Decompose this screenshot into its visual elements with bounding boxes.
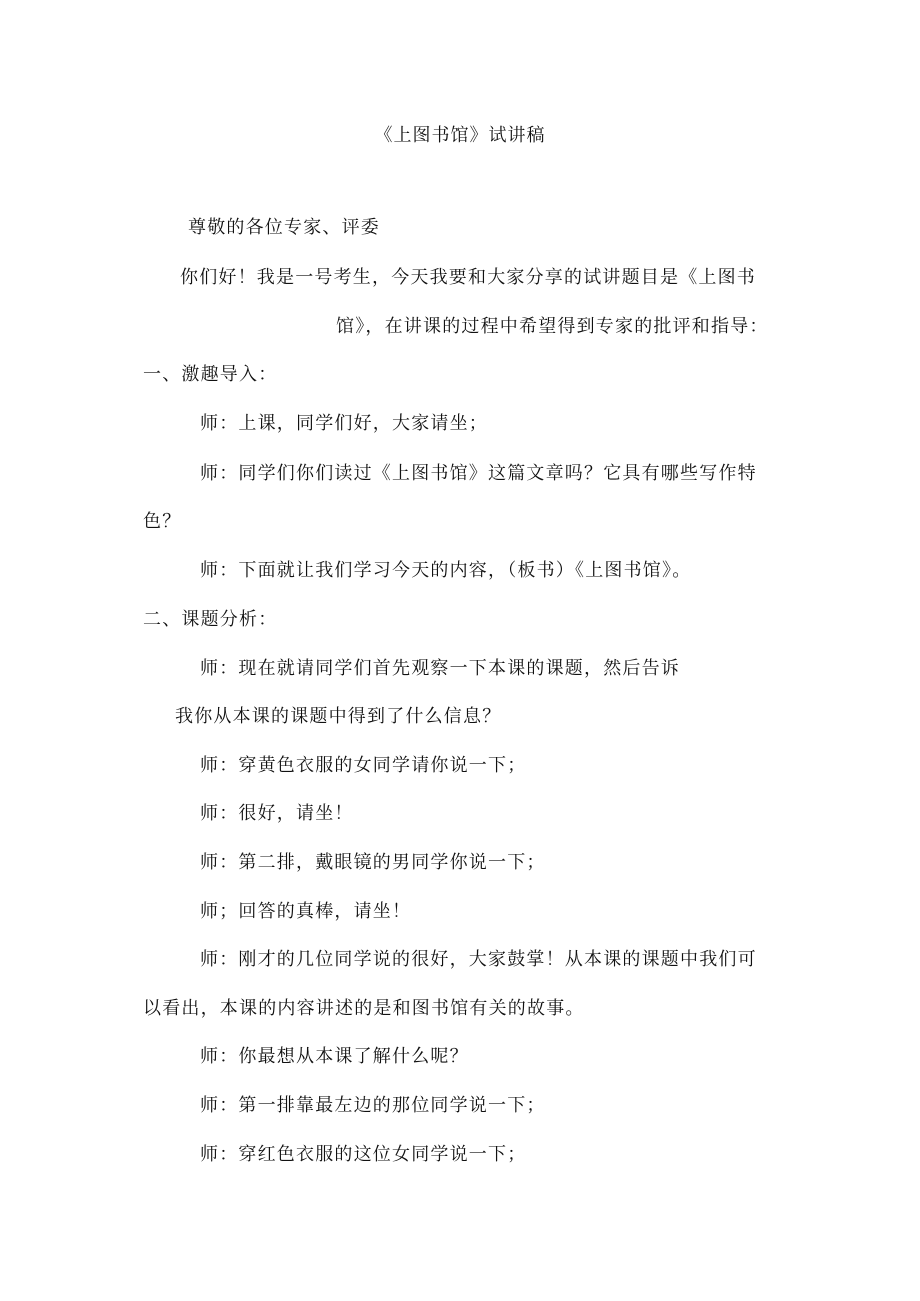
- salutation: 尊敬的各位专家、评委: [188, 217, 380, 238]
- intro-line-2: 馆》，在讲课的过程中希望得到专家的批评和指导：: [336, 316, 769, 337]
- paragraph: 师：第一排靠最左边的那位同学说一下；: [200, 1095, 546, 1116]
- paragraph: 师：你最想从本课了解什么呢？: [200, 1046, 469, 1067]
- paragraph: 师：刚才的几位同学说的很好，大家鼓掌！从本课的课题中我们可: [200, 949, 757, 970]
- paragraph: 师：现在就请同学们首先观察一下本课的课题，然后告诉: [200, 658, 680, 679]
- paragraph-continuation: 以看出，本课的内容讲述的是和图书馆有关的故事。: [143, 998, 585, 1019]
- section-heading-1: 一、激趣导入：: [143, 364, 278, 385]
- paragraph: 师：第二排，戴眼镜的男同学你说一下；: [200, 852, 546, 873]
- paragraph-continuation: 色？: [143, 511, 182, 532]
- paragraph: 师：很好，请坐！: [200, 803, 354, 824]
- paragraph: 师：穿黄色衣服的女同学请你说一下；: [200, 755, 527, 776]
- paragraph: 师：上课，同学们好，大家请坐；: [200, 413, 488, 434]
- section-heading-2: 二、课题分析：: [143, 609, 278, 630]
- paragraph: 师：同学们你们读过《上图书馆》这篇文章吗？它具有哪些写作特: [200, 463, 757, 484]
- paragraph: 师：下面就让我们学习今天的内容，（板书）《上图书馆》。: [200, 560, 692, 581]
- paragraph-continuation: 我你从本课的课题中得到了什么信息？: [175, 706, 502, 727]
- paragraph: 师：穿红色衣服的这位女同学说一下；: [200, 1144, 527, 1165]
- paragraph: 师；回答的真棒，请坐！: [200, 901, 412, 922]
- intro-line-1: 你们好！我是一号考生，今天我要和大家分享的试讲题目是《上图书: [180, 267, 756, 288]
- document-title: 《上图书馆》试讲稿: [374, 125, 546, 146]
